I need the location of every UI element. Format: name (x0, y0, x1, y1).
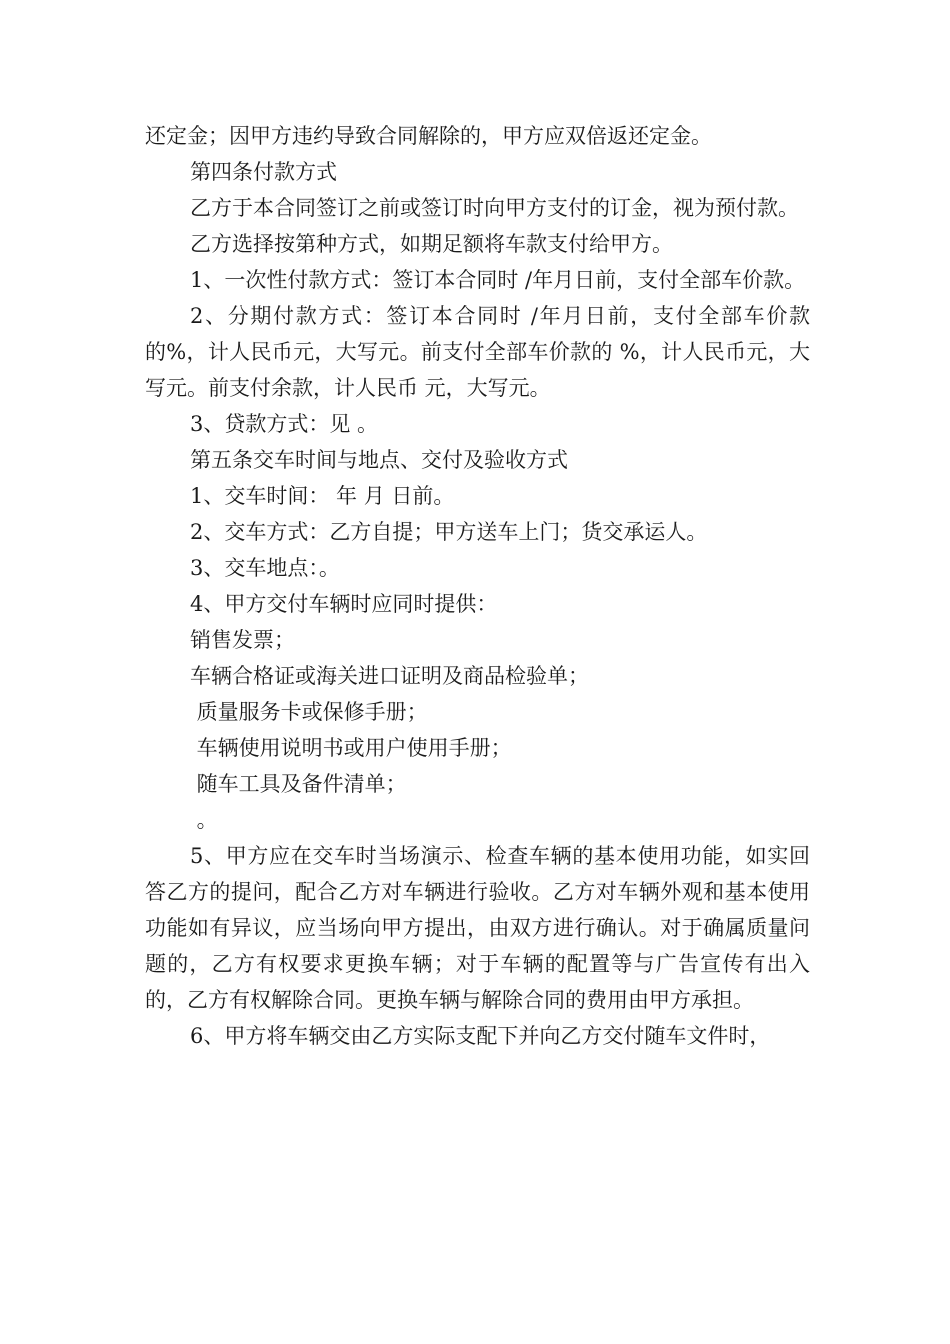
document-body (145, 118, 810, 1054)
list-item-warranty: 质量服务卡或保修手册； (190, 700, 428, 724)
list-item-certificate: 车辆合格证或海关进口证明及商品检验单； (190, 664, 589, 688)
paragraph-prepayment: 乙方于本合同签订之前或签订时向甲方支付的订金，视为预付款。 (190, 196, 799, 220)
paragraph-delivery-place: 3、交车地点：。 (190, 556, 340, 580)
heading-article-5: 第五条交车时间与地点、交付及验收方式 (190, 448, 568, 472)
paragraph-deposit-return: 还定金；因甲方违约导致合同解除的，甲方应双倍返还定金。 (145, 124, 712, 148)
paragraph-delivery-time: 1、交车时间： 年 月 日前。 (190, 484, 455, 508)
paragraph-delivery-method: 2、交车方式：乙方自提；甲方送车上门；货交承运人。 (190, 520, 708, 544)
list-item-blank: 。 (190, 808, 218, 832)
paragraph-inspection: 5、甲方应在交车时当场演示、检查车辆的基本使用功能，如实回答乙方的提问，配合乙方对车辆进行验收。乙方对车辆外观和基本使用功能如有异议，应当场向甲方提出，由双方进行确认。对于确属质量问题的，乙方有权要求更换车辆；对于车辆的配置等与广告宣传有出入的，乙方有权解除合同。更换车辆与解除合同的费用由甲方承担。 (145, 844, 810, 1012)
paragraph-lump-sum: 1、一次性付款方式：签订本合同时 /年月日前，支付全部车价款。 (190, 268, 806, 292)
list-item-manual: 车辆使用说明书或用户使用手册； (190, 736, 512, 760)
list-item-invoice: 销售发票； (190, 628, 295, 652)
paragraph-installment: 2、分期付款方式：签订本合同时 /年月日前，支付全部车价款的%，计人民币元，大写元。前支付全部车价款的 %，计人民币元，大写元。前支付余款，计人民币 元，大写元。 (145, 304, 810, 400)
list-item-tools: 随车工具及备件清单； (190, 772, 407, 796)
heading-article-4: 第四条付款方式 (190, 160, 337, 184)
paragraph-documents-intro: 4、甲方交付车辆时应同时提供： (190, 592, 498, 616)
paragraph-loan: 3、贷款方式：见 。 (190, 412, 379, 436)
paragraph-handover: 6、甲方将车辆交由乙方实际支配下并向乙方交付随车文件时， (190, 1024, 771, 1048)
paragraph-payment-choice: 乙方选择按第种方式，如期足额将车款支付给甲方。 (190, 232, 673, 256)
